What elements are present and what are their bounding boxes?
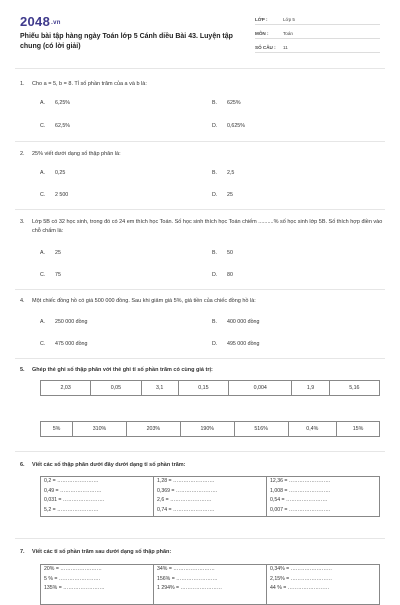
question-number: 1. [20,81,25,87]
table-cell [41,565,154,605]
option-a[interactable]: A. 6,25% [40,100,71,106]
fill-in-line[interactable]: 1 294% = …………………… [157,585,223,592]
option-b[interactable]: B. 400 000 đồng [212,319,260,325]
table-cell [267,565,380,605]
option-a[interactable]: A. 250 000 đồng [40,319,88,325]
divider [15,141,385,142]
meta-key: MÔN : [255,31,269,36]
percent-card[interactable]: 15% [336,422,379,437]
decimal-card[interactable]: 0,15 [178,381,228,396]
percent-card[interactable]: 5% [41,422,73,437]
fill-in-line[interactable]: 5 % = …………………… [44,575,101,582]
option-d[interactable]: D. 0,625% [212,123,245,129]
meta-class [255,14,380,25]
fill-in-line[interactable]: 0,031 = …………………… [44,497,105,504]
percent-card[interactable]: 203% [126,422,180,437]
table-cell [154,477,267,517]
fill-in-line[interactable]: 1,28 = …………………… [157,478,215,484]
meta-key: LỚP : [255,17,268,22]
fill-in-line[interactable]: 2,15% = …………………… [270,575,333,582]
question-number: 7. [20,549,25,555]
meta-subject [255,28,380,39]
fill-in-line[interactable]: 0,54 = …………………… [270,497,328,504]
question-text: Viết các số thập phân dưới đây dưới dạng tỉ số phần trăm: [32,462,186,468]
conversion-table [40,564,380,605]
fill-in-line[interactable]: 0,369 = …………………… [157,487,218,494]
divider [15,289,385,290]
question-number: 2. [20,151,25,157]
option-b[interactable]: B. 2,5 [212,170,235,176]
question-number: 3. [20,219,25,225]
decimal-card[interactable]: 0,004 [229,381,292,396]
worksheet-title: Phiếu bài tập hàng ngày Toán lớp 5 Cánh diều Bài 43. Luyện tập chung (có lời giải) [20,33,233,50]
fill-in-line[interactable]: 5,2 = …………………… [44,506,99,513]
option-d[interactable]: D. 25 [212,192,233,198]
percent-card[interactable]: 310% [73,422,127,437]
fill-in-line[interactable]: 0,007 = …………………… [270,506,331,513]
fill-in-line[interactable]: 0,2 = …………………… [44,478,99,484]
option-c[interactable]: C. 475 000 đồng [40,341,88,347]
divider [15,538,385,539]
question-text: Cho a = 5, b = 8. Tỉ số phần trăm của a và b là: [32,81,147,87]
percent-cards [40,421,380,437]
decimal-card[interactable]: 5,16 [329,381,379,396]
divider [15,68,385,69]
fill-in-line[interactable]: 0,74 = …………………… [157,506,215,513]
site-logo[interactable]: 2048.vn [20,14,61,29]
decimal-card[interactable]: 1,9 [292,381,329,396]
question-text: 25% viết dưới dạng số thập phân là: [32,151,121,157]
question-number: 5. [20,367,25,373]
meta-value: Toán [283,31,293,36]
option-c[interactable]: C. 62,5% [40,123,71,129]
option-b[interactable]: B. 625% [212,100,241,106]
meta-value: 11 [283,45,288,50]
fill-in-line[interactable]: 156% = …………………… [157,575,218,582]
percent-card[interactable]: 516% [234,422,288,437]
option-d[interactable]: D. 80 [212,272,233,278]
fill-in-line[interactable]: 0,49 = …………………… [44,487,102,494]
meta-count [255,42,380,53]
worksheet-header [0,0,400,68]
fill-in-line[interactable]: 34% = …………………… [157,566,215,572]
option-a[interactable]: A. 0,25 [40,170,66,176]
fill-in-line[interactable]: 20% = …………………… [44,566,102,572]
option-c[interactable]: C. 75 [40,272,61,278]
percent-card[interactable]: 190% [180,422,234,437]
table-cell [267,477,380,517]
divider [15,209,385,210]
decimal-card[interactable]: 0,05 [91,381,141,396]
conversion-table [40,476,380,517]
question-number: 4. [20,298,25,304]
divider [15,451,385,452]
question-text: Ghép thẻ ghi số thập phân với thẻ ghi tỉ số phần trăm có cùng giá trị: [32,367,213,373]
question-text: Một chiếc đồng hồ có giá 500 000 đồng. Sau khi giảm giá 5%, giá tiền của chiếc đồng hồ là: [32,298,256,304]
option-c[interactable]: C. 2 500 [40,192,69,198]
question-text: Viết các tỉ số phần trăm sau dưới dạng số thập phân: [32,549,172,555]
fill-in-line[interactable]: 2,6 = …………………… [157,497,212,504]
option-a[interactable]: A. 25 [40,250,61,256]
fill-in-line[interactable]: 12,36 = …………………… [270,478,331,484]
question-number: 6. [20,462,25,468]
option-d[interactable]: D. 495 000 đồng [212,341,260,347]
fill-in-line[interactable]: 0,34% = …………………… [270,566,333,572]
fill-in-line[interactable]: 135% = …………………… [44,585,105,592]
question-text: Lớp 5B có 32 học sinh, trong đó có 24 em thích học Toán. Số học sinh thích học Toán chiếm ..........% số học sinh lớp 5B. Số thích hợp điền vào chỗ chấm là: [32,219,383,234]
decimal-card[interactable]: 3,1 [141,381,178,396]
fill-in-line[interactable]: 1,008 = …………………… [270,487,331,494]
meta-key: SỐ CÂU : [255,45,276,50]
decimal-card[interactable]: 2,03 [41,381,91,396]
decimal-cards [40,380,380,396]
meta-value: Lớp 5 [283,17,295,22]
option-b[interactable]: B. 50 [212,250,233,256]
table-cell [154,565,267,605]
table-cell [41,477,154,517]
divider [15,358,385,359]
percent-card[interactable]: 0,4% [288,422,336,437]
fill-in-line[interactable]: 44 % = …………………… [270,585,330,592]
